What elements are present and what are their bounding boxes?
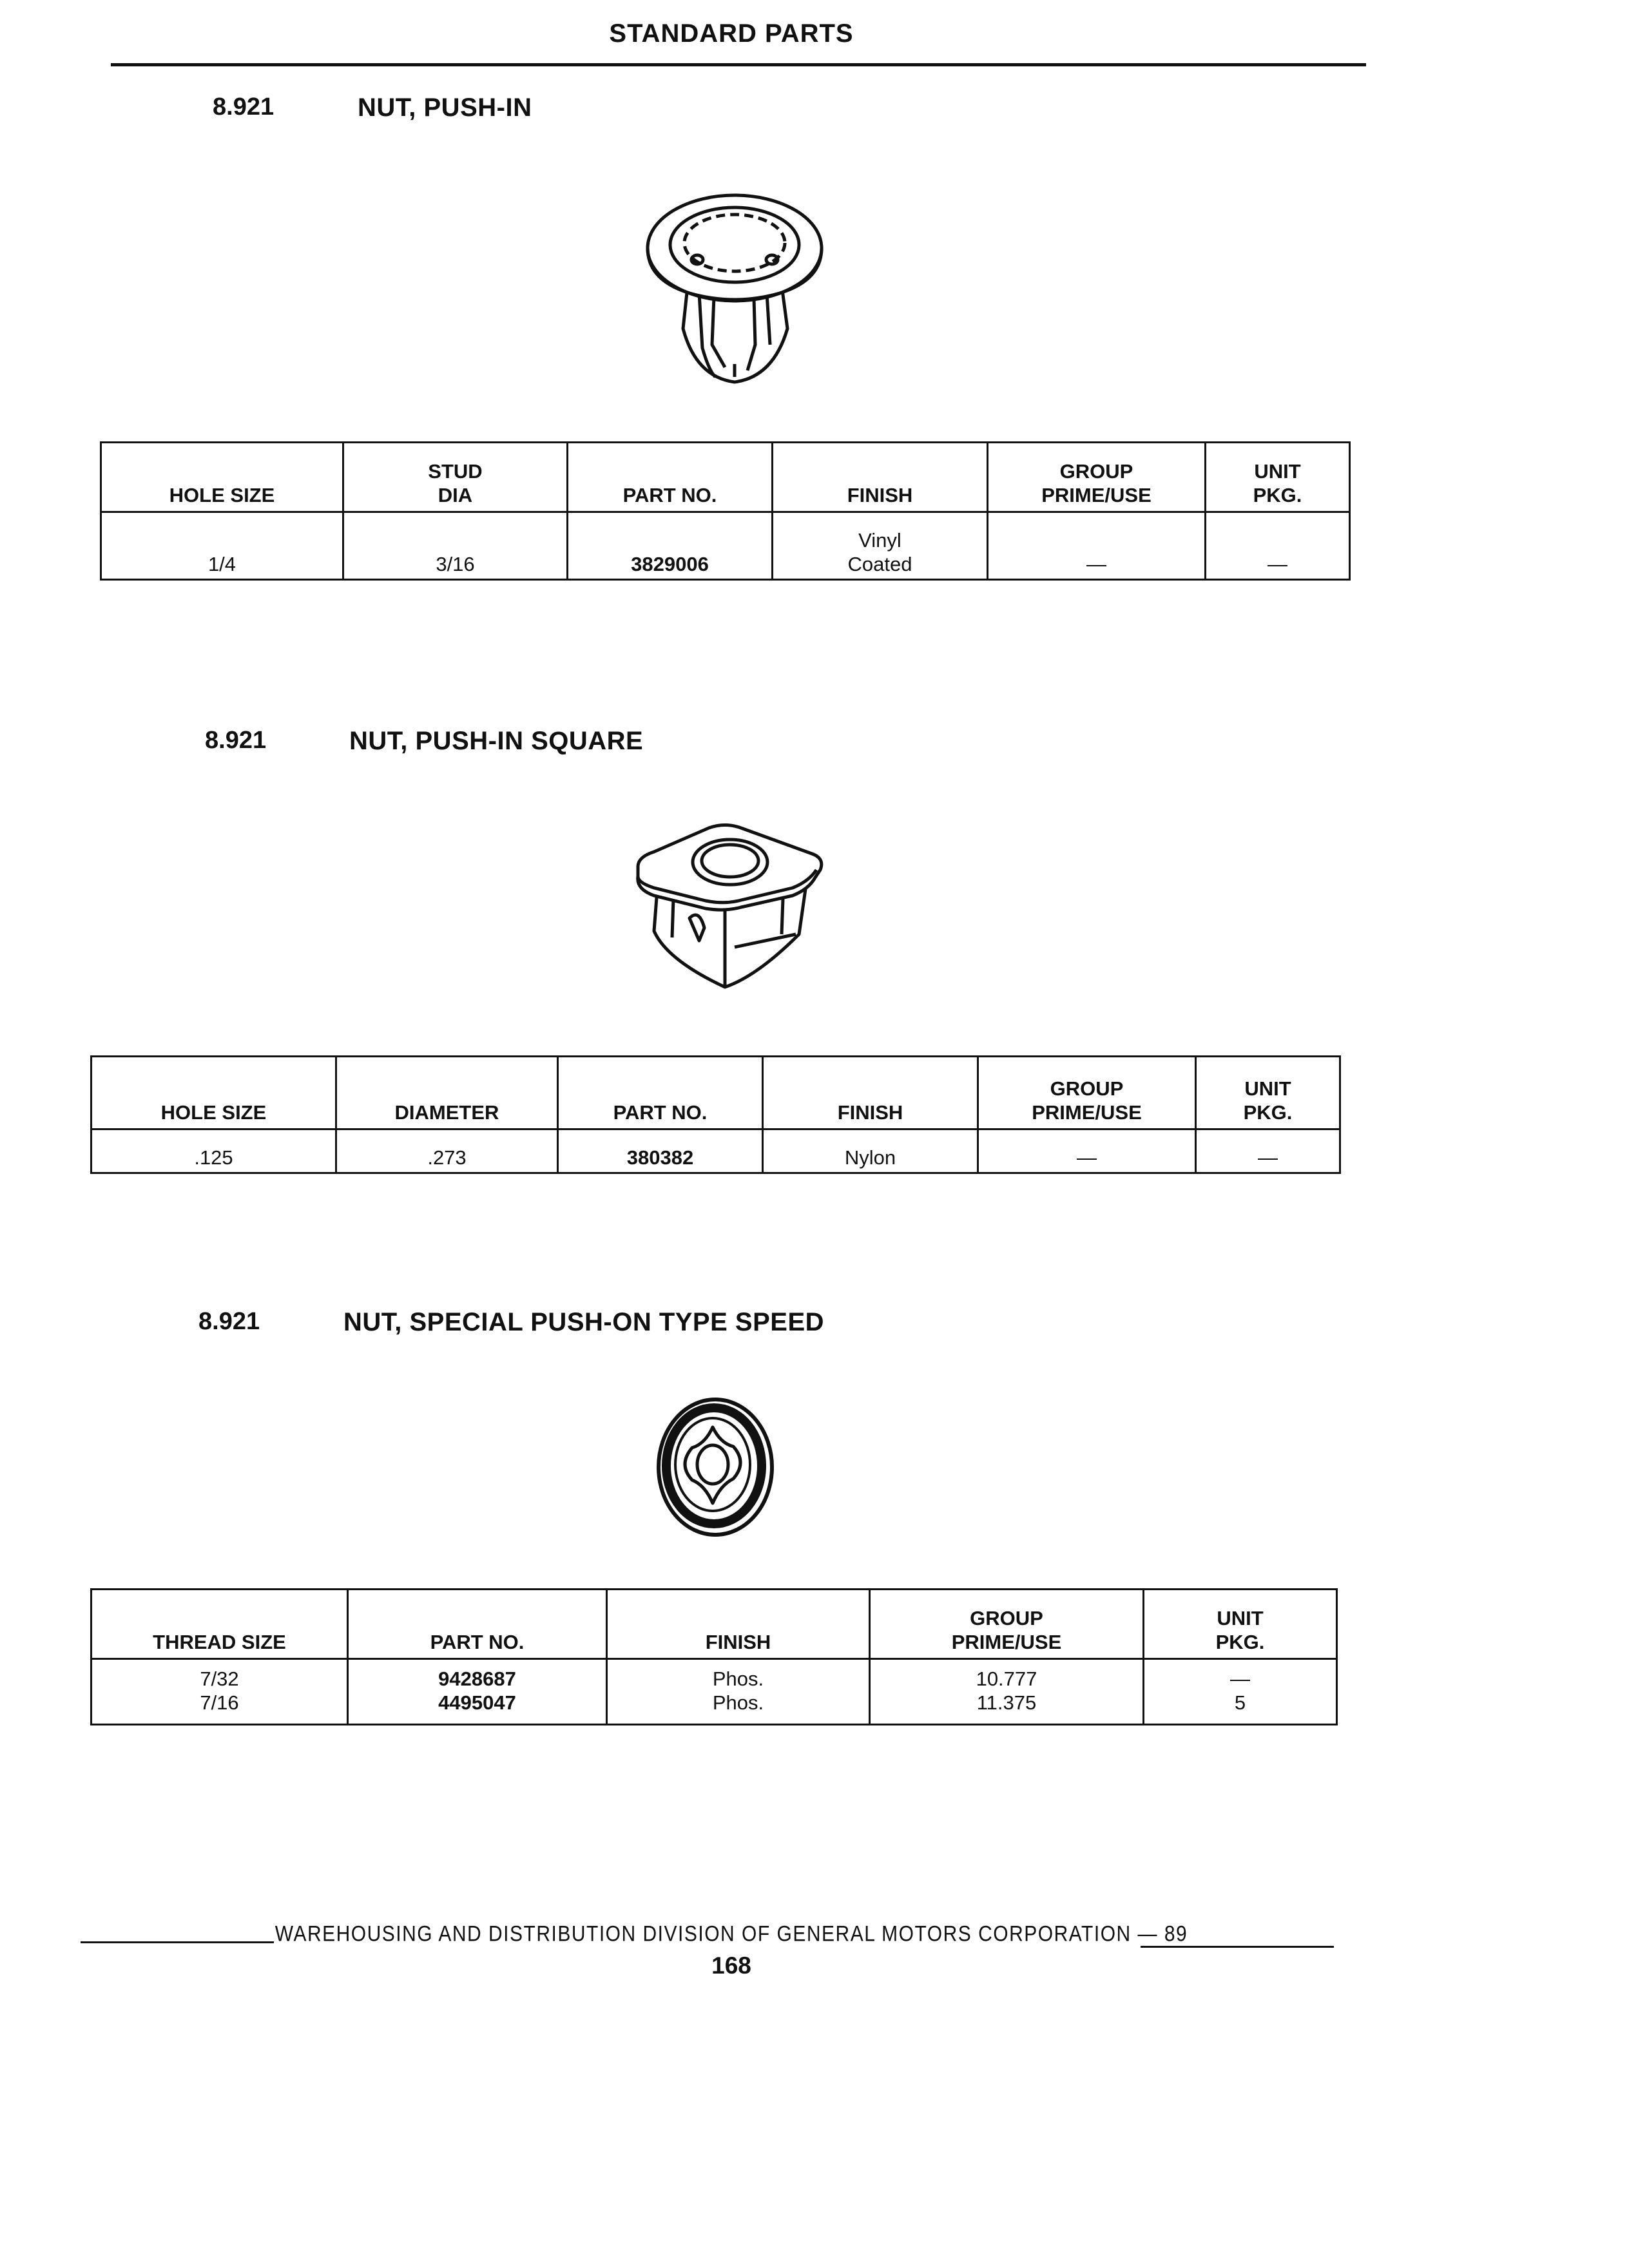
group-value: 10.777 <box>976 1667 1037 1690</box>
page-number: 168 <box>711 1952 751 1979</box>
part-no-value: 9428687 <box>438 1667 516 1690</box>
cell-unit-pkg: — <box>1196 1129 1340 1173</box>
cell-part-no <box>348 1659 607 1725</box>
group-value: 11.375 <box>976 1691 1037 1714</box>
column-header: DIAMETER <box>336 1057 558 1129</box>
section-3-title: NUT, SPECIAL PUSH-ON TYPE SPEED <box>343 1308 825 1336</box>
column-header: THREAD SIZE <box>92 1590 348 1659</box>
section-2-title: NUT, PUSH-IN SQUARE <box>349 727 644 755</box>
finish-value: Phos. <box>712 1667 764 1690</box>
cell-stud-dia: 3/16 <box>343 512 568 580</box>
cell-finish: Vinyl Coated <box>773 512 988 580</box>
header-rule <box>111 63 1366 66</box>
part-no-value: 4495047 <box>438 1691 516 1714</box>
section-3-number: 8.921 <box>198 1308 260 1335</box>
cell-hole-size: .125 <box>92 1129 336 1173</box>
cell-unit-pkg: — <box>1206 512 1350 580</box>
column-header: PART NO. <box>568 443 773 512</box>
column-header: STUD DIA <box>343 443 568 512</box>
column-header: UNIT PKG. <box>1206 443 1350 512</box>
footer-text: WAREHOUSING AND DISTRIBUTION DIVISION OF GENERAL MOTORS CORPORATION — 89 <box>275 1921 1188 1946</box>
column-header: UNIT PKG. <box>1196 1057 1340 1129</box>
column-header: UNIT PKG. <box>1144 1590 1337 1659</box>
section-2-table <box>90 1055 1341 1174</box>
section-1-table <box>100 441 1351 581</box>
unit-pkg-value: — <box>1230 1667 1250 1690</box>
column-header: HOLE SIZE <box>92 1057 336 1129</box>
column-header: GROUP PRIME/USE <box>988 443 1206 512</box>
push-on-speed-nut-illustration <box>651 1395 780 1540</box>
unit-pkg-value: 5 <box>1234 1691 1246 1714</box>
section-3-table <box>90 1588 1338 1725</box>
column-header: PART NO. <box>558 1057 763 1129</box>
push-in-nut-round-illustration <box>638 184 831 390</box>
thread-size-value: 7/32 <box>200 1667 239 1690</box>
column-header: FINISH <box>773 443 988 512</box>
table-row <box>92 1129 1340 1173</box>
section-1-title: NUT, PUSH-IN <box>358 93 532 122</box>
column-header: PART NO. <box>348 1590 607 1659</box>
column-header: GROUP PRIME/USE <box>978 1057 1196 1129</box>
table-row <box>101 512 1350 580</box>
cell-group-prime-use: — <box>978 1129 1196 1173</box>
cell-thread-size <box>92 1659 348 1725</box>
push-in-nut-square-illustration <box>628 818 834 995</box>
thread-size-value: 7/16 <box>200 1691 239 1714</box>
column-header: HOLE SIZE <box>101 443 343 512</box>
cell-part-no: 380382 <box>558 1129 763 1173</box>
section-1-number: 8.921 <box>213 93 275 120</box>
cell-group-prime-use: — <box>988 512 1206 580</box>
cell-diameter: .273 <box>336 1129 558 1173</box>
page-title: STANDARD PARTS <box>609 19 854 48</box>
cell-group-prime-use <box>870 1659 1144 1725</box>
cell-part-no: 3829006 <box>568 512 773 580</box>
column-header: GROUP PRIME/USE <box>870 1590 1144 1659</box>
section-2-number: 8.921 <box>205 727 267 754</box>
cell-finish: Nylon <box>763 1129 978 1173</box>
cell-finish <box>607 1659 870 1725</box>
cell-unit-pkg <box>1144 1659 1337 1725</box>
column-header: FINISH <box>607 1590 870 1659</box>
table-row <box>92 1659 1337 1725</box>
column-header: FINISH <box>763 1057 978 1129</box>
finish-value: Phos. <box>712 1691 764 1714</box>
cell-hole-size: 1/4 <box>101 512 343 580</box>
